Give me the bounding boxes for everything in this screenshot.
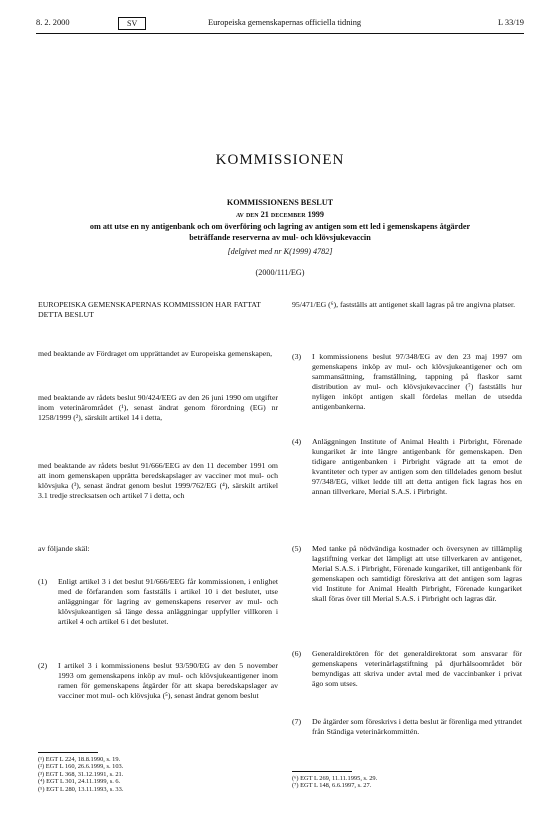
whereas-7	[292, 717, 522, 737]
whereas-1-number: (1)	[38, 577, 48, 586]
page-number: L 33/19	[498, 18, 524, 27]
footnote-7: (⁷) EGT L 148, 6.6.1997, s. 27.	[292, 782, 372, 790]
footnote-5: (⁵) EGT L 280, 13.11.1993, s. 33.	[38, 785, 124, 793]
decision-subject: om att utse en ny antigenbank och om överföring och lagring av antigen som ett led i gemenskapens åtgärder beträffande reserverna av mul- och klövsjukevaccin	[89, 222, 471, 242]
whereas-3-text: I kommissionens beslut 97/348/EG av den 23 maj 1997 om gemenskapens inköp av mul- och klövsjukeantigener och om sammansättning, framställning, tappning på flaskor samt distribution av mul- och klövsjukevacciner (⁷) fastställs hur nyligen inköpt antigen skall fördelas mellan de utsedda antigenbankerna.	[312, 352, 522, 411]
decision-title: KOMMISSIONENS BESLUT	[226, 198, 334, 207]
language-badge: SV	[118, 17, 146, 30]
header-rule	[36, 33, 524, 34]
whereas-5-text: Med tanke på nödvändiga kostnader och översynen av tillämplig lagstiftning verkar det lämpligt att utse tillverkaren av antigenet, Merial S.A.S. i Pirbright, Förenade kungariket, till antigenbank för gemenskapen och samtidigt föreskriva att det antigen som lagras vid Institute for Animal Health Pirbright, Förenade kungariket skall föras över till Merial S.A.S. i Pirbright och lagras där.	[312, 544, 522, 603]
footnote-2: (²) EGT L 160, 26.6.1999, s. 103.	[38, 763, 124, 771]
whereas-3	[292, 352, 522, 412]
whereas-intro: av följande skäl:	[38, 544, 90, 553]
whereas-6	[292, 649, 522, 689]
whereas-6-number: (6)	[292, 649, 302, 658]
footnote-6: (⁶) EGT L 269, 11.11.1995, s. 29.	[292, 775, 378, 782]
whereas-2	[38, 661, 278, 701]
whereas-5-number: (5)	[292, 544, 302, 553]
preamble-intro: EUROPEISKA GEMENSKAPERNAS KOMMISSION HAR FATTAT DETTA BESLUT	[38, 300, 261, 319]
whereas-1-text: Enligt artikel 3 i det beslut 91/666/EEG får kommissionen, i enlighet med de förfaranden som fastställs i artikel 10 i det beslutet, utse anläggningar för lagring av gemenskapens reserver av mul- och klövsjukeantigen så länge dessa anläggningar uppfyller villkoren i artikel 4 och artikel 6 i det beslutet.	[58, 577, 278, 626]
decision-number: (2000/111/EG)	[255, 268, 305, 277]
running-header	[36, 18, 524, 32]
continuation-text: 95/471/EG (⁶), fastställs att antigenet skall lagras på tre angivna platser.	[292, 300, 516, 309]
recital-treaty: med beaktande av Fördraget om upprättandet av Europeiska gemenskapen,	[38, 349, 273, 358]
journal-title: Europeiska gemenskapernas officiella tidning	[208, 18, 362, 27]
notification-number: [delgivet med nr K(1999) 4782]	[227, 247, 333, 256]
recital-91-666: med beaktande av rådets beslut 91/666/EEG av den 11 december 1991 om att inom gemenskapen upprätta beredskapslager av vacciner mot mul- och klövsjuka (³), senast ändrat genom beslut 1999/762/EG (⁴), särskilt artikel 3.1 tredje strecksatsen och artikel 7 i detta, och	[38, 461, 278, 500]
footnotes-left	[38, 756, 278, 793]
decision-date: av den 21 december 1999	[236, 210, 324, 219]
whereas-4-number: (4)	[292, 437, 302, 446]
whereas-1	[38, 577, 278, 627]
whereas-6-text: Generaldirektören för det generaldirektorat som ansvarar för gemenskapens veterinärlagstiftning på djurhälsoområdet bör bemyndigas att skriva under avtal med de vaccinbanker i privat ägo som utses.	[312, 649, 522, 688]
footnote-rule-right	[292, 771, 352, 772]
header-date: 8. 2. 2000	[36, 18, 70, 27]
whereas-4	[292, 437, 522, 497]
footnote-rule-left	[38, 752, 98, 753]
recital-90-424: med beaktande av rådets beslut 90/424/EEG av den 26 juni 1990 om utgifter inom veterinärområdet (¹), senast ändrat genom förordning (EG) nr 1258/1999 (²), särskilt artikel 14 i detta,	[38, 393, 278, 422]
footnote-3: (³) EGT L 368, 31.12.1991, s. 21.	[38, 770, 124, 778]
footnotes-right	[292, 775, 522, 790]
whereas-2-text: I artikel 3 i kommissionens beslut 93/590/EG av den 5 november 1993 om gemenskapens inköp av mul- och klövsjukeantigener inom ramen för gemenskapens åtgärder för att skapa beredskapslager av vacciner mot mul- och klövsjuka (⁵), senast ändrat genom beslut	[58, 661, 278, 700]
whereas-7-number: (7)	[292, 717, 302, 726]
footnote-1: (¹) EGT L 224, 18.8.1990, s. 19.	[38, 756, 121, 763]
page-title: KOMMISSIONEN	[215, 152, 345, 168]
footnote-4: (⁴) EGT L 301, 24.11.1999, s. 6.	[38, 778, 121, 786]
whereas-5	[292, 544, 522, 604]
whereas-7-text: De åtgärder som föreskrivs i detta beslut är förenliga med yttrandet från Ständiga veterinärkommittén.	[312, 717, 522, 736]
whereas-2-number: (2)	[38, 661, 48, 670]
whereas-3-number: (3)	[292, 352, 302, 361]
whereas-4-text: Anläggningen Institute of Animal Health i Pirbright, Förenade kungariket är inte längre antigenbank för gemenskapen. Den tidigare antigenbanken i Pirbright vägrade att ta emot de kvantiteter och typer av antigen som den tilldelades genom beslut 97/348/EG, vilket ledde till att detta antigen fick lagras hos en annan tillverkare, Merial S.A.S. i Pirbright.	[312, 437, 522, 496]
